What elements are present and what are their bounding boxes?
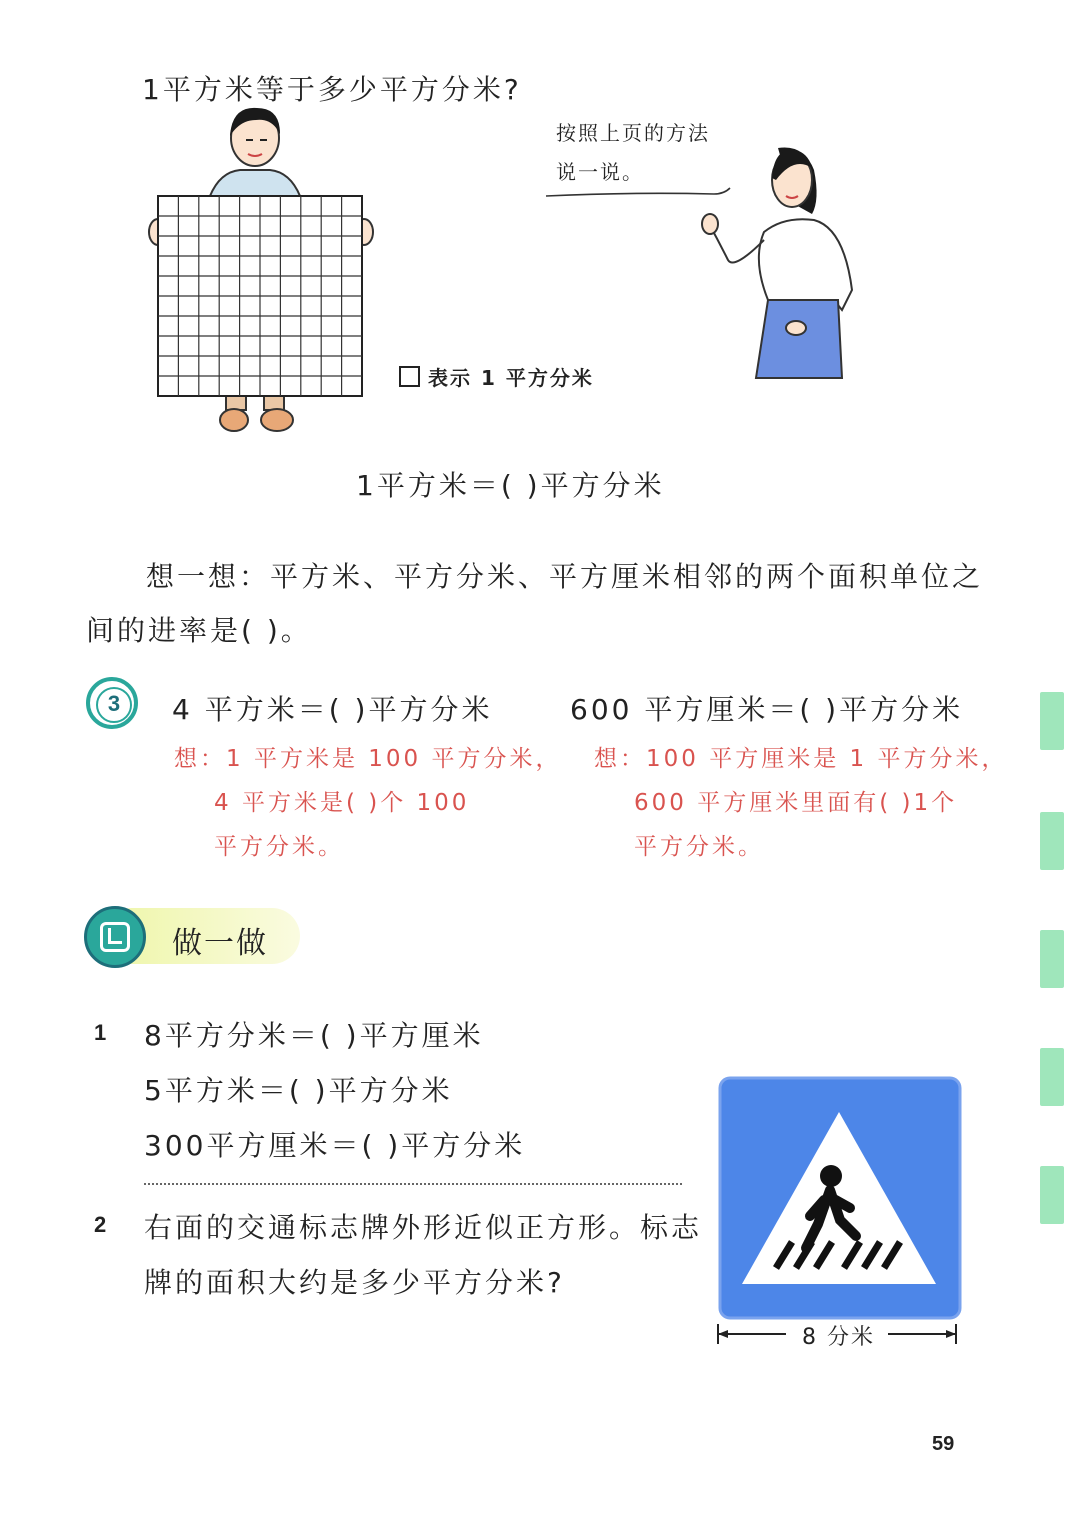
side-tab-4 — [1040, 1048, 1064, 1106]
side-tab-2 — [1040, 812, 1064, 870]
think-line-2: 间的进率是( )。 — [86, 614, 312, 647]
sign-dimension-label: 8 分米 — [802, 1325, 875, 1350]
question-2-line-2: 牌的面积大约是多少平方分米? — [144, 1266, 565, 1299]
legend-label: 表示 1 平方分米 — [428, 366, 594, 390]
side-tab-1 — [1040, 692, 1064, 750]
pedestrian-crossing-sign — [718, 1076, 962, 1320]
question-title: 1平方米等于多少平方分米? — [142, 73, 522, 106]
question-2-number: 2 — [94, 1212, 107, 1237]
practice-icon — [84, 906, 146, 968]
boy-with-grid-illustration — [140, 100, 380, 440]
speech-line-1: 按照上页的方法 — [556, 121, 710, 145]
example-number: 3 — [96, 687, 132, 723]
side-tab-5 — [1040, 1166, 1064, 1224]
example-right-hint-3: 平方分米。 — [634, 834, 764, 860]
example-number-badge — [86, 677, 138, 729]
practice-title: 做一做 — [172, 926, 268, 961]
example-right-hint-2: 600 平方厘米里面有( )1个 — [634, 790, 958, 816]
question-1-line-1: 8平方分米＝( )平方厘米 — [144, 1019, 484, 1052]
square-meter-grid — [158, 196, 362, 396]
example-left-hint-1: 想：1 平方米是 100 平方分米， — [174, 746, 562, 772]
question-2-line-1: 右面的交通标志牌外形近似正方形。标志 — [144, 1211, 703, 1244]
unit-square-icon — [399, 366, 420, 387]
teacher-illustration — [694, 140, 864, 385]
example-left-hint-3: 平方分米。 — [214, 834, 344, 860]
side-tab-3 — [1040, 930, 1064, 988]
question-1-line-3: 300平方厘米＝( )平方分米 — [144, 1129, 526, 1162]
speech-line-2: 说一说。 — [556, 160, 644, 184]
example-right-hint-1: 想：100 平方厘米是 1 平方分米， — [594, 746, 1008, 772]
question-1-line-2: 5平方米＝( )平方分米 — [144, 1074, 453, 1107]
question-1-number: 1 — [94, 1020, 107, 1045]
example-left-equation: 4 平方米＝( )平方分米 — [172, 693, 493, 726]
example-left-hint-2: 4 平方米是( )个 100 — [214, 790, 470, 816]
example-right-equation: 600 平方厘米＝( )平方分米 — [570, 693, 964, 726]
equation-square-meter: 1平方米＝( )平方分米 — [356, 469, 665, 502]
think-line-1: 想一想：平方米、平方分米、平方厘米相邻的两个面积单位之 — [146, 560, 984, 593]
question-divider — [144, 1183, 682, 1185]
page-number: 59 — [932, 1433, 955, 1455]
